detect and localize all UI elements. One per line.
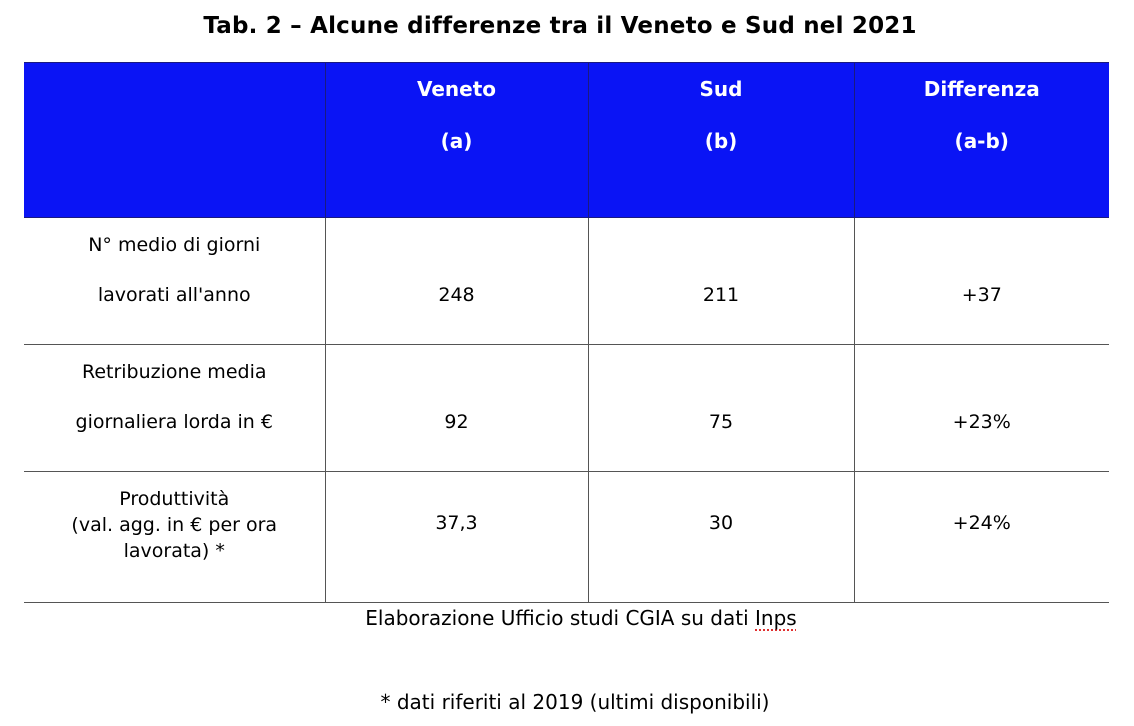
value: 37,3	[435, 512, 478, 534]
value: +37	[961, 284, 1002, 306]
cell-sud	[588, 472, 854, 603]
row-label	[24, 345, 325, 472]
value: 211	[702, 284, 740, 306]
value: 75	[708, 411, 734, 433]
row-label-line: lavorata) *	[123, 540, 225, 562]
header-differenza	[854, 63, 1109, 218]
header-sud	[588, 63, 854, 218]
comparison-table	[24, 62, 1109, 603]
value: 92	[444, 411, 469, 433]
row-label-line: Produttività	[119, 488, 230, 510]
row-label-line: lavorati all'anno	[97, 284, 251, 306]
row-label-line: Retribuzione media	[81, 361, 267, 383]
table-row	[24, 472, 1109, 603]
row-label	[24, 472, 325, 603]
header-sud-code: (b)	[704, 129, 738, 153]
value: +23%	[952, 411, 1011, 433]
cell-sud	[588, 345, 854, 472]
header-empty-cell	[24, 63, 325, 218]
value: +24%	[952, 512, 1011, 534]
header-sud-name: Sud	[699, 77, 743, 101]
cell-diff	[854, 218, 1109, 345]
spellcheck-flagged-word[interactable]: Inps	[755, 606, 797, 630]
table-title: Tab. 2 – Alcune differenze tra il Veneto e Sud nel 2021	[203, 13, 917, 39]
table-row	[24, 218, 1109, 345]
source-text: Elaborazione Ufficio studi CGIA su dati	[365, 606, 755, 630]
row-label	[24, 218, 325, 345]
header-veneto-code: (a)	[440, 129, 473, 153]
row-label-line: N° medio di giorni	[88, 234, 261, 256]
cell-veneto	[325, 218, 588, 345]
cell-sud	[588, 218, 854, 345]
header-row	[24, 63, 1109, 218]
footnote: * dati riferiti al 2019 (ultimi disponibili)	[380, 690, 770, 714]
cell-veneto	[325, 472, 588, 603]
cell-diff	[854, 472, 1109, 603]
table-row	[24, 345, 1109, 472]
source-caption	[0, 606, 1134, 630]
header-differenza-code: (a-b)	[954, 129, 1009, 153]
row-label-line: giornaliera lorda in €	[75, 411, 273, 433]
header-differenza-name: Differenza	[923, 77, 1040, 101]
row-label-line: (val. agg. in € per ora	[71, 514, 278, 536]
value: 30	[708, 512, 734, 534]
header-veneto	[325, 63, 588, 218]
cell-veneto	[325, 345, 588, 472]
value: 248	[438, 284, 475, 306]
cell-diff	[854, 345, 1109, 472]
header-veneto-name: Veneto	[416, 77, 497, 101]
